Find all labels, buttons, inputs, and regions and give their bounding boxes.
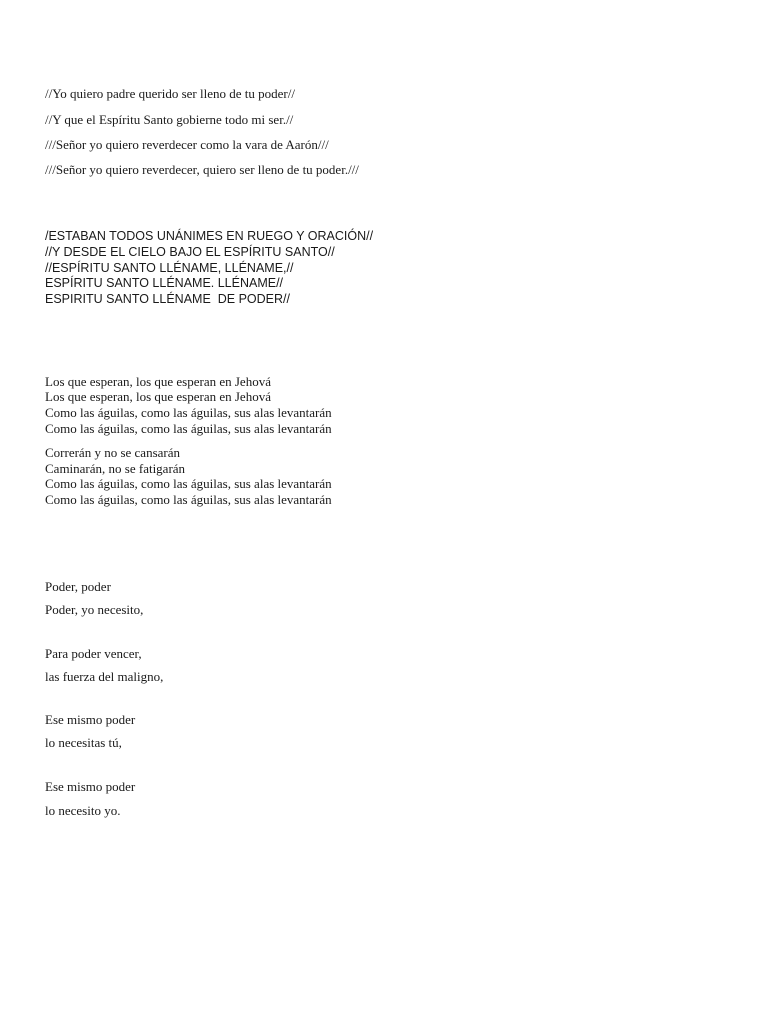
lyric-line: //Yo quiero padre querido ser lleno de tu poder// [45,86,295,101]
lyric-line: ///Señor yo quiero reverdecer como la vara de Aarón/// [45,137,329,152]
lyric-line: ESPIRITU SANTO LLÉNAME DE PODER// [45,292,290,306]
lyric-line: Los que esperan, los que esperan en Jehová [45,374,271,389]
lyric-line: Ese mismo poder [45,712,136,727]
lyric-line: Correrán y no se cansarán [45,445,180,460]
lyric-line: las fuerza del maligno, [45,669,164,684]
lyric-line: ///Señor yo quiero reverdecer, quiero ser lleno de tu poder./// [45,162,359,177]
lyric-line: Poder, poder [45,579,111,594]
lyric-line: lo necesitas tú, [45,735,122,750]
lyric-line: lo necesito yo. [45,803,121,818]
lyric-line: Los que esperan, los que esperan en Jehová [45,389,271,404]
lyric-line: //Y que el Espíritu Santo gobierne todo mi ser.// [45,112,294,127]
lyric-line: Ese mismo poder [45,779,136,794]
lyric-line: Poder, yo necesito, [45,602,144,617]
lyric-line: Para poder vencer, [45,646,142,661]
lyric-line: ESPÍRITU SANTO LLÉNAME. LLÉNAME// [45,276,284,290]
lyric-line: Como las águilas, como las águilas, sus alas levantarán [45,421,332,436]
lyric-line: Caminarán, no se fatigarán [45,461,186,476]
lyric-line: //Y DESDE EL CIELO BAJO EL ESPÍRITU SANTO// [45,245,335,259]
lyric-line: //ESPÍRITU SANTO LLÉNAME, LLÉNAME,// [45,261,294,275]
lyric-line: Como las águilas, como las águilas, sus alas levantarán [45,405,332,420]
lyric-line: Como las águilas, como las águilas, sus alas levantarán [45,492,332,507]
lyric-line: /ESTABAN TODOS UNÁNIMES EN RUEGO Y ORACIÓN// [45,229,374,243]
lyric-line: Como las águilas, como las águilas, sus alas levantarán [45,476,332,491]
